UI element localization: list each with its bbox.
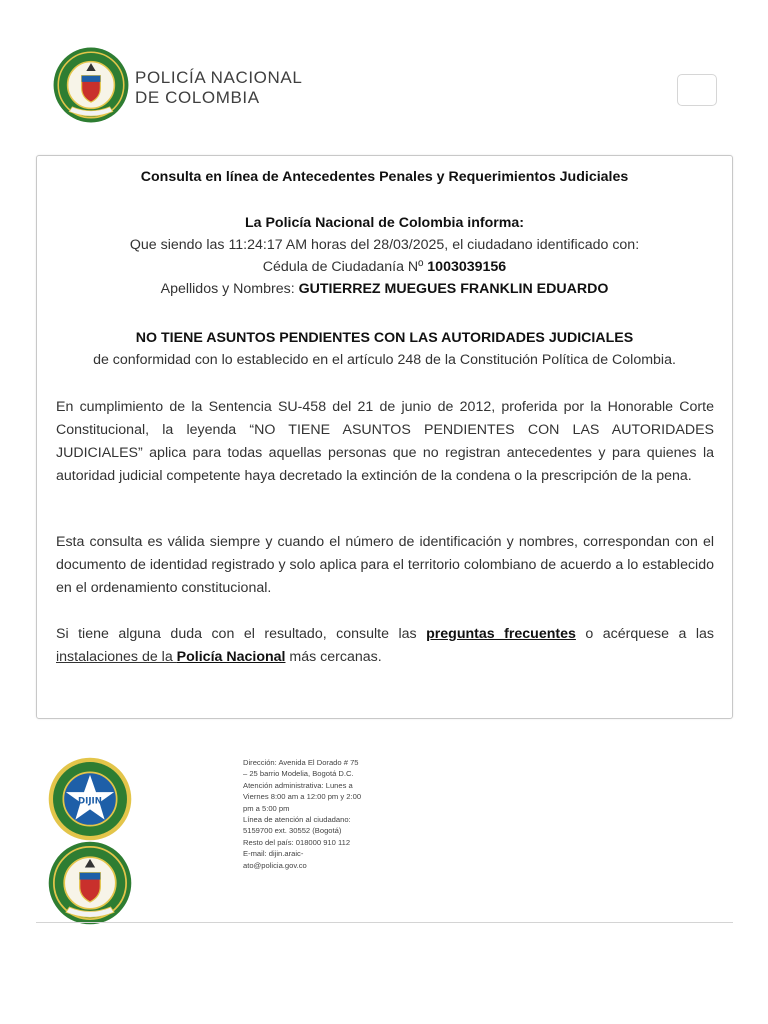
doubts-suffix: más cercanas. bbox=[285, 649, 382, 665]
police-link[interactable]: Policía Nacional bbox=[176, 649, 286, 665]
status-block bbox=[37, 327, 732, 371]
footer-policia-seal-icon bbox=[47, 840, 133, 926]
dijin-badge-label: DIJIN bbox=[78, 796, 102, 807]
org-name-line1: POLICÍA NACIONAL bbox=[135, 68, 303, 87]
status-basis: de conformidad con lo establecido en el artículo 248 de la Constitución Política de Colombia. bbox=[93, 352, 676, 368]
doubts-middle: o acérquese a las bbox=[575, 626, 714, 642]
status-text: NO TIENE ASUNTOS PENDIENTES CON LAS AUTORIDADES JUDICIALES bbox=[135, 330, 634, 346]
org-name-line2: DE COLOMBIA bbox=[135, 88, 260, 107]
certificate-title: Consulta en línea de Antecedentes Penales y Requerimientos Judiciales bbox=[140, 169, 629, 185]
faq-link[interactable]: preguntas frecuentes bbox=[426, 626, 576, 642]
contact-text: Dirección: Avenida El Dorado # 75 – 25 barrio Modelia, Bogotá D.C. Atención administrativa: Lunes a Viernes 8:00 am a 12:00 pm y 2:00 pm a 5:00 pm Línea de atención al ciudadano: 5159700 ext. 30552 (Bogotá) Resto del país: 018000 910 112 E-mail: dijin.araic- ato@policia.gov.co bbox=[243, 758, 362, 870]
contact-info bbox=[243, 757, 383, 871]
doubts-prefix: Si tiene alguna duda con el resultado, consulte las bbox=[56, 626, 427, 642]
consult-intro: Que siendo las 11:24:17 AM horas del 28/03/2025, el ciudadano identificado con: bbox=[129, 237, 640, 253]
validity-paragraph: Esta consulta es válida siempre y cuando el número de identificación y nombres, correspondan con el documento de identidad registrado y solo aplica para el territorio colombiano de acuerdo a lo establecido en el ordenamiento constitucional. bbox=[56, 534, 714, 596]
name-value: GUTIERREZ MUEGUES FRANKLIN EDUARDO bbox=[298, 281, 609, 297]
dijin-star-badge-icon bbox=[47, 756, 133, 842]
doubts-paragraph bbox=[56, 623, 714, 669]
id-number: 1003039156 bbox=[427, 259, 507, 275]
id-label: Cédula de Ciudadanía Nº bbox=[262, 259, 428, 275]
footer-divider bbox=[36, 922, 733, 923]
org-name bbox=[135, 68, 302, 108]
id-line bbox=[37, 256, 732, 278]
inform-heading: La Policía Nacional de Colombia informa: bbox=[244, 215, 525, 231]
sentence-paragraph: En cumplimiento de la Sentencia SU-458 del 21 de junio de 2012, proferida por la Honorable Corte Constitucional, la leyenda “NO TIENE ASUNTOS PENDIENTES CON LAS AUTORIDADES JUDICIALES” aplica para todas aquellas personas que no registran antecedentes y para quienes la autoridad judicial competente haya decretado la extinción de la condena o la prescripción de la pena. bbox=[56, 399, 714, 484]
certificate-box bbox=[36, 155, 733, 719]
name-line bbox=[37, 278, 732, 300]
facilities-link[interactable]: instalaciones de la bbox=[56, 649, 177, 665]
name-label: Apellidos y Nombres: bbox=[160, 281, 299, 297]
policia-nacional-seal-icon bbox=[52, 46, 130, 124]
inform-block bbox=[37, 212, 732, 300]
menu-button[interactable] bbox=[677, 74, 717, 106]
